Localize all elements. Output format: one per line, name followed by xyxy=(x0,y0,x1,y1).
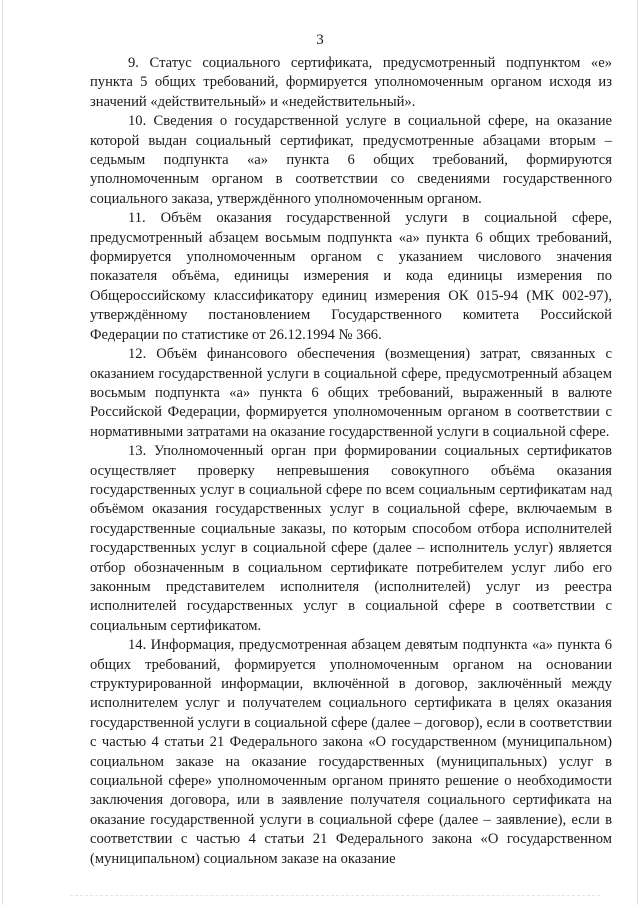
paragraph-9: 9. Статус социального сертификата, предусмотренный подпунктом «е» пункта 5 общих требований, формируется уполномоченным органом исходя из значений «действительный» и «недействительный». xyxy=(90,55,612,110)
document-body xyxy=(90,54,612,869)
paragraph-11: 11. Объём оказания государственной услуги в социальной сфере, предусмотренный абзацем восьмым подпункта «а» пункта 6 общих требований, формируется уполномоченным органом с указанием числового значения показателя объёма, единицы измерения и кода единицы измерения по Общероссийскому классификатору единиц измерения ОК 015-94 (МК 002-97), утверждённому постановлением Государственного комитета Российской Федерации по статистике от 26.12.1994 № 366. xyxy=(90,210,612,343)
scan-bottom-edge xyxy=(70,895,600,897)
paragraph-13: 13. Уполномоченный орган при формировании социальных сертификатов осуществляет проверку непревышения совокупного объёма оказания государственных услуг в социальной сфере по всем социальным сертификатам над объёмом оказания государственных услуг в социальной сфере, включаемым в государственные социальные заказы, по которым способом отбора исполнителей государственных услуг в социальной сфере (далее – исполнитель услуг) является отбор обозначенным в социальном сертификате потребителем услуг либо его законным представителем исполнителя (исполнителей) услуг из реестра исполнителей государственных услуг в социальной сфере в соответствии с социальным сертификатом. xyxy=(90,443,612,634)
scan-edge-left xyxy=(2,0,3,905)
page-number: 3 xyxy=(316,32,324,48)
paragraph-10: 10. Сведения о государственной услуге в социальной сфере, на оказание которой выдан социальный сертификат, предусмотренные абзацами вторым – седьмым подпункта «а» пункта 6 общих требований, формируются уполномоченным органом в соответствии со сведениями государственного социального заказа, утверждённого уполномоченным органом. xyxy=(90,113,612,207)
scan-edge-right xyxy=(637,0,638,905)
paragraph-14: 14. Информация, предусмотренная абзацем девятым подпункта «а» пункта 6 общих требований, формируется уполномоченным органом на основании структурированной информации, включённой в договор, заключённый между исполнителем услуг и получателем социального сертификата в целях оказания государственной услуги в социальной сфере (далее – договор), если в соответствии с частью 4 статьи 21 Федерального закона «О государственном (муниципальном) социальном заказе на оказание государственных (муниципальных) услуг в социальной сфере» уполномоченным органом принято решение о необходимости заключения договора, или в заявление получателя социального сертификата на оказание государственной услуги в социальной сфере (далее – заявление), если в соответствии с частью 4 статьи 21 Федерального закона «О государственном (муниципальном) социальном заказе на оказание xyxy=(90,637,612,867)
paragraph-12: 12. Объём финансового обеспечения (возмещения) затрат, связанных с оказанием государственной услуги в социальной сфере, предусмотренный абзацем восьмым подпункта «а» пункта 6 общих требований, выраженный в валюте Российской Федерации, формируется уполномоченным органом в соответствии с нормативными затратами на оказание государственной услуги в социальной сфере. xyxy=(90,346,612,440)
